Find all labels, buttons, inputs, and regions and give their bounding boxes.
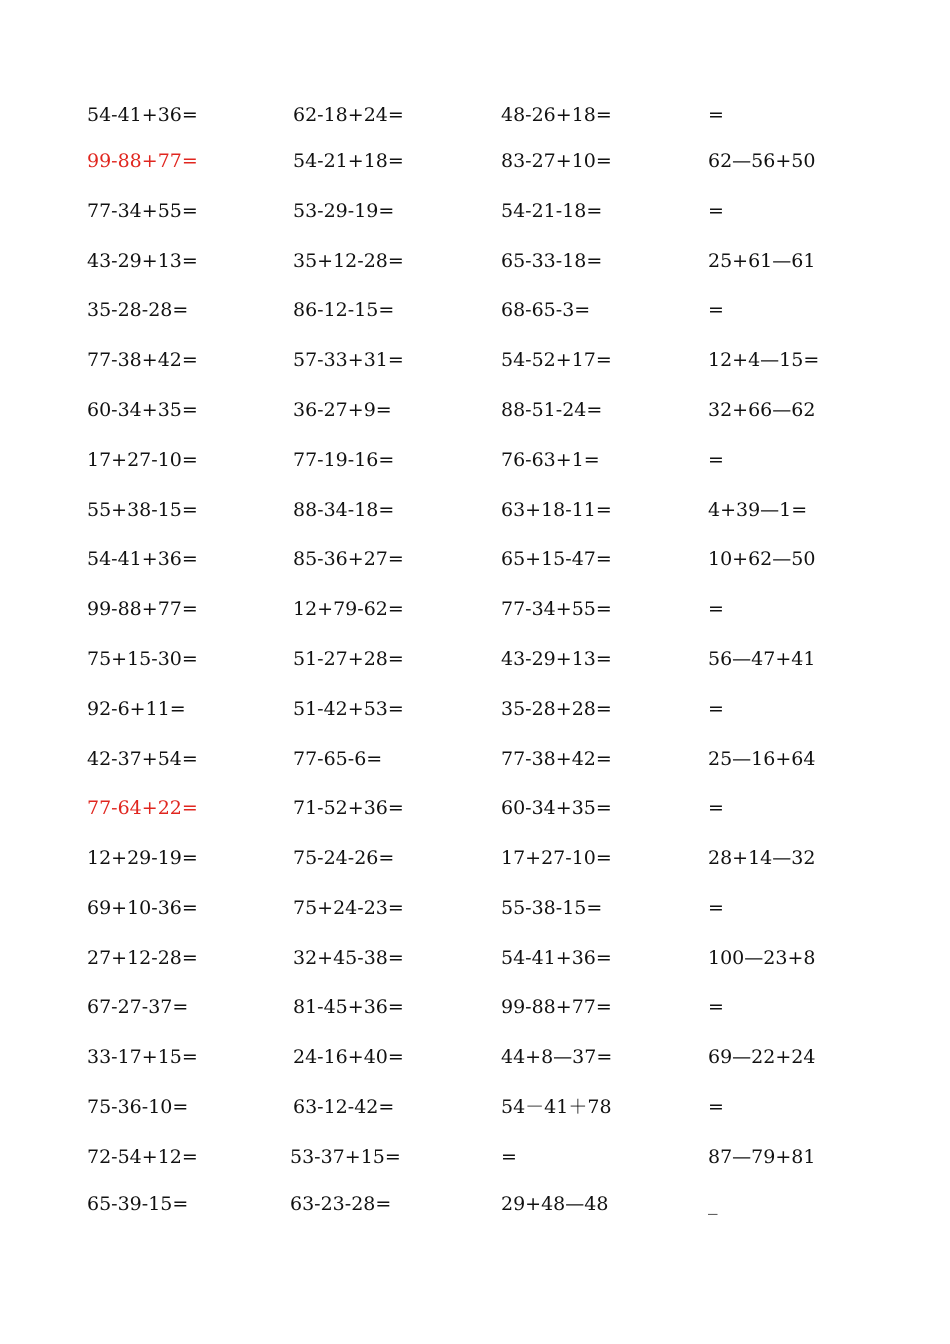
problem-cell: 55+38-15= [87,499,198,521]
problem-cell: 24-16+40= [293,1046,404,1068]
problem-row [0,745,950,773]
problem-row [0,595,950,623]
problem-row [0,346,950,374]
problem-cell: 72-54+12= [87,1146,198,1168]
problem-cell: 43-29+13= [87,250,198,272]
problem-cell: 65-33-18= [501,250,603,272]
problem-cell: 77-19-16= [293,449,395,471]
problem-cell: 35-28+28= [501,698,612,720]
problem-cell: 42-37+54= [87,748,198,770]
problem-cell: 33-17+15= [87,1046,198,1068]
problem-cell: 35-28-28= [87,299,189,321]
problem-cell: 54-21+18= [293,150,404,172]
problem-row [0,247,950,275]
problem-cell: 56—47+41 [708,648,816,670]
problem-cell: 54－41＋78 [501,1096,612,1118]
problem-row [0,894,950,922]
problem-cell: 83-27+10= [501,150,612,172]
problem-cell: 65-39-15= [87,1193,189,1215]
problem-cell: _ [708,1193,718,1215]
problem-cell: 71-52+36= [293,797,404,819]
problem-cell: 44+8—37= [501,1046,613,1068]
problem-cell: 35+12-28= [293,250,404,272]
problem-cell: 75+15-30= [87,648,198,670]
problem-cell: 86-12-15= [293,299,395,321]
problem-cell: = [708,104,724,126]
problem-cell: 60-34+35= [87,399,198,421]
problem-cell: 53-37+15= [290,1146,401,1168]
problem-cell: 68-65-3= [501,299,591,321]
problem-cell: 77-34+55= [87,200,198,222]
problem-cell: 43-29+13= [501,648,612,670]
problem-cell: 54-21-18= [501,200,603,222]
problem-cell: 65+15-47= [501,548,612,570]
problem-row [0,1093,950,1121]
problem-cell: 69—22+24 [708,1046,816,1068]
problem-row [0,496,950,524]
problem-row [0,645,950,673]
problem-row [0,545,950,573]
problem-cell: 25—16+64 [708,748,816,770]
problem-cell: = [501,1146,517,1168]
problem-cell: 32+66—62 [708,399,816,421]
problem-row [0,1043,950,1071]
problem-cell: 69+10-36= [87,897,198,919]
problem-cell: 77-38+42= [501,748,612,770]
problem-cell: 88-34-18= [293,499,395,521]
problem-cell: = [708,897,724,919]
problem-cell: = [708,200,724,222]
problem-cell: 92-6+11= [87,698,186,720]
problem-cell: 17+27-10= [87,449,198,471]
problem-cell: 54-41+36= [501,947,612,969]
problem-cell: 75-24-26= [293,847,395,869]
problem-row [0,1190,950,1218]
problem-cell: 81-45+36= [293,996,404,1018]
problem-cell: 12+4—15= [708,349,820,371]
problem-cell: 12+79-62= [293,598,404,620]
problem-cell: 29+48—48 [501,1193,609,1215]
problem-row [0,1143,950,1171]
problem-cell: 63-12-42= [293,1096,395,1118]
problem-cell: 51-27+28= [293,648,404,670]
problem-cell: 36-27+9= [293,399,392,421]
problem-cell: 77-38+42= [87,349,198,371]
problem-row [0,794,950,822]
problem-cell: 4+39—1= [708,499,808,521]
problem-cell: 63+18-11= [501,499,612,521]
problem-cell: = [708,996,724,1018]
problem-cell: 77-64+22= [87,797,198,819]
problem-cell: 25+61—61 [708,250,816,272]
problem-row [0,101,950,129]
problem-cell: 88-51-24= [501,399,603,421]
problem-cell: 77-34+55= [501,598,612,620]
problem-row [0,944,950,972]
problem-row [0,446,950,474]
problem-cell: 99-88+77= [87,150,198,172]
problem-cell: 28+14—32 [708,847,816,869]
problem-cell: 76-63+1= [501,449,600,471]
problem-cell: 62-18+24= [293,104,404,126]
problem-cell: 75+24-23= [293,897,404,919]
problem-cell: 32+45-38= [293,947,404,969]
problem-row [0,197,950,225]
problem-cell: 55-38-15= [501,897,603,919]
problem-cell: 100—23+8 [708,947,816,969]
problem-cell: 99-88+77= [87,598,198,620]
problem-row [0,695,950,723]
problem-cell: 85-36+27= [293,548,404,570]
problem-row [0,396,950,424]
problem-cell: 77-65-6= [293,748,383,770]
problem-cell: 48-26+18= [501,104,612,126]
problem-cell: 87—79+81 [708,1146,816,1168]
problem-cell: = [708,1096,724,1118]
problem-row [0,296,950,324]
problem-cell: 51-42+53= [293,698,404,720]
problem-cell: 57-33+31= [293,349,404,371]
problem-cell: = [708,698,724,720]
problem-cell: 17+27-10= [501,847,612,869]
problem-cell: 99-88+77= [501,996,612,1018]
problem-cell: 54-41+36= [87,548,198,570]
problem-cell: 54-41+36= [87,104,198,126]
problem-row [0,993,950,1021]
problem-cell: 54-52+17= [501,349,612,371]
problem-cell: = [708,797,724,819]
problem-row [0,844,950,872]
problem-cell: 62—56+50 [708,150,816,172]
problem-cell: 12+29-19= [87,847,198,869]
problem-cell: 60-34+35= [501,797,612,819]
problem-cell: 63-23-28= [290,1193,392,1215]
problem-cell: 10+62—50 [708,548,816,570]
problem-cell: 53-29-19= [293,200,395,222]
problem-cell: = [708,449,724,471]
problem-cell: = [708,299,724,321]
problem-row [0,147,950,175]
problem-cell: 75-36-10= [87,1096,189,1118]
problem-cell: = [708,598,724,620]
problem-cell: 27+12-28= [87,947,198,969]
problem-cell: 67-27-37= [87,996,189,1018]
